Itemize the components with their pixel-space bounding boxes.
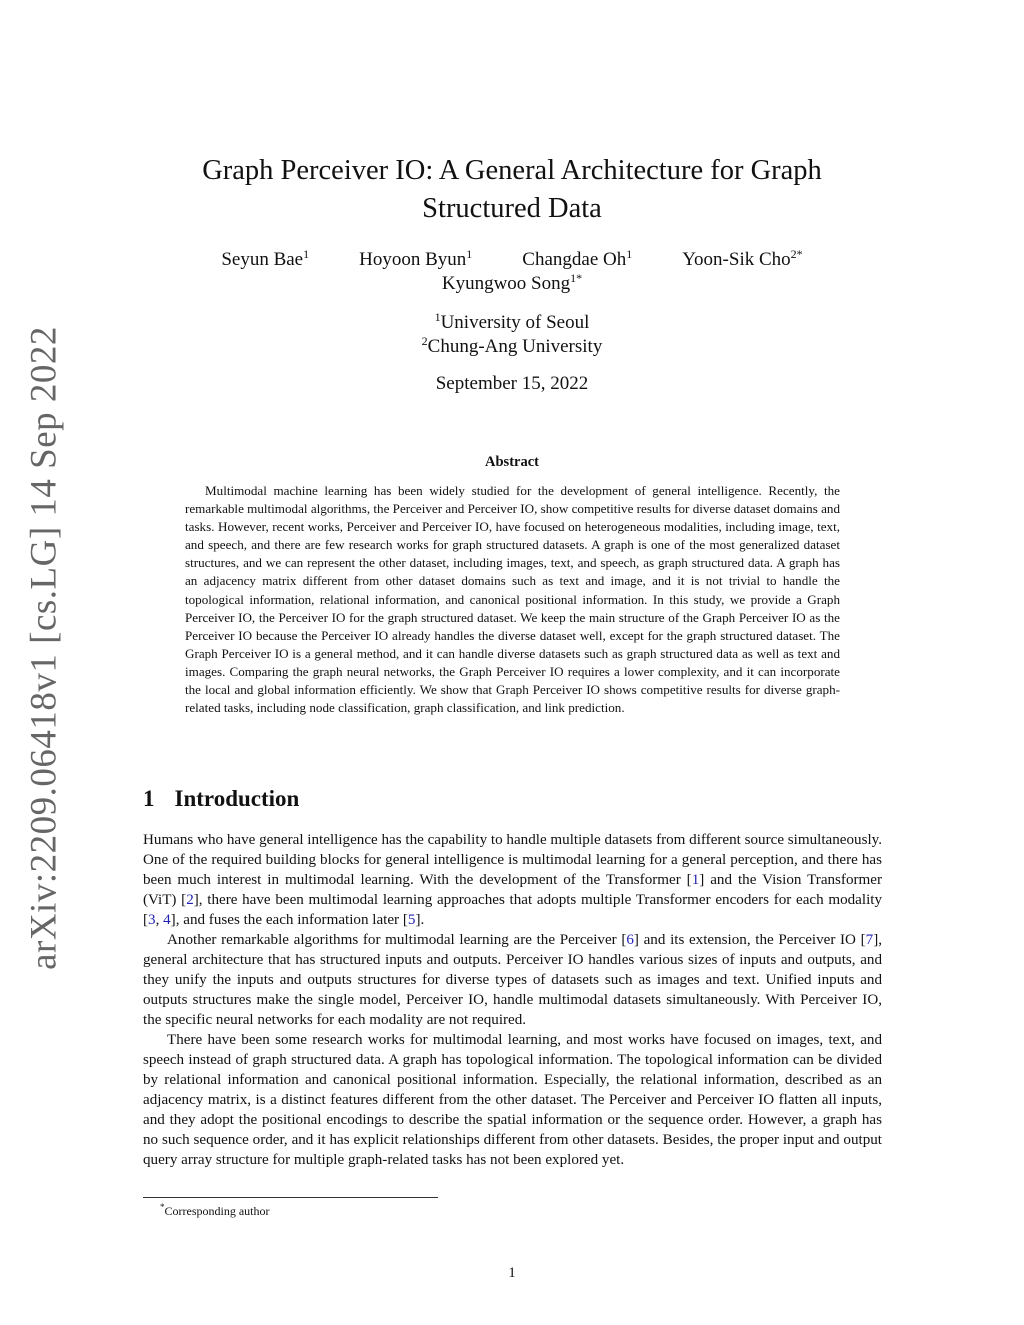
- abstract-text: Multimodal machine learning has been widely studied for the development of general intelligence. Recently, the remarkable multimodal algorithms, the Perceiver and Perceiver IO, show competitive results for diverse dataset domains and tasks. However, recent works, Perceiver and Perceiver IO, have focused on heterogeneous modalities, including image, text, and speech, and there are few research works for graph structured datasets. A graph is one of the most generalized dataset structures, and we can represent the other dataset, including images, text, and speech, as graph structured data. A graph has an adjacency matrix different from other dataset domains such as text and image, and it is not trivial to handle the topological information, relational information, and canonical positional information. In this study, we provide a Graph Perceiver IO, the Perceiver IO for the graph structured dataset. We keep the main structure of the Graph Perceiver IO as the Perceiver IO because the Perceiver IO already handles the diverse dataset well, except for the graph structured dataset. The Graph Perceiver IO is a general method, and it can handle diverse datasets such as graph structured data as well as text and images. Comparing the graph neural networks, the Graph Perceiver IO requires a lower complexity, and it can incorporate the local and global information efficiently. We show that Graph Perceiver IO shows competitive results for diverse graph-related tasks, including node classification, graph classification, and link prediction.: [185, 483, 840, 716]
- citation-link[interactable]: 5: [407, 912, 416, 928]
- footnote: *Corresponding author: [160, 1202, 270, 1218]
- paragraph: There have been some research works for multimodal learning, and most works have focused on images, text, and speech instead of graph structured data. A graph has topological information. The topological information can be divided by relational information and canonical positional information. Especially, the relational information, described as an adjacency matrix, is a distinct features different from the other dataset. The Perceiver and Perceiver IO flatten all inputs, and they adopt the positional encodings to describe the spatial information or the sequence order. However, a graph has no such sequence order, and it has explicit relationships different from other datasets. Besides, the proper input and output query array structure for multiple graph-related tasks has not been explored yet.: [143, 1032, 882, 1168]
- citation-link[interactable]: 7: [865, 932, 874, 948]
- footnote-divider: [143, 1197, 438, 1198]
- paragraph: Another remarkable algorithms for multimodal learning are the Perceiver [6] and its extension, the Perceiver IO [7], general architecture that has structured inputs and outputs. Perceiver IO handles various sizes of inputs and outputs, and they unify the inputs and outputs structures for diverse types of datasets such as images and text. Unified inputs and outputs structures make the single model, Perceiver IO, handle multimodal datasets simultaneously. With Perceiver IO, the specific neural networks for each modality are not required.: [143, 932, 882, 1028]
- author-list-second-line: [150, 272, 874, 296]
- affiliation: $^2$Chung-Ang University: [421, 334, 603, 357]
- introduction-body: [143, 830, 882, 1170]
- citation-link[interactable]: 2: [186, 892, 194, 908]
- title-line-2: Structured Data: [422, 193, 602, 224]
- citation-link[interactable]: 4: [163, 912, 171, 928]
- title-line-1: Graph Perceiver IO: A General Architecture for Graph: [202, 155, 822, 186]
- arxiv-identifier: arXiv:2209.06418v1 [cs.LG] 14 Sep 2022: [23, 326, 65, 970]
- citation-link[interactable]: 1: [691, 872, 700, 888]
- author: Yoon-Sik Cho$^{2*}$: [682, 247, 803, 270]
- paragraph: Humans who have general intelligence has the capability to handle multiple datasets from different source simultaneously. One of the required building blocks for general intelligence is multimodal learning for a general perception, and there has been much interest in multimodal learning. With the development of the Transformer [1] and the Vision Transformer (ViT) [2], there have been multimodal learning approaches that adopts multiple Transformer encoders for each modality [3, 4], and fuses the each information later [5].: [143, 832, 883, 928]
- paper-title: [150, 152, 874, 228]
- citation-link[interactable]: 3: [148, 912, 156, 928]
- author: Kyungwoo Song$^{1*}$: [441, 271, 583, 294]
- section-heading: 1 Introduction: [143, 786, 300, 811]
- citation-link[interactable]: 6: [626, 932, 634, 948]
- page-number: 1: [508, 1265, 516, 1281]
- author-list: [150, 248, 874, 272]
- affiliation: $^1$University of Seoul: [434, 310, 590, 333]
- author: Hoyoon Byun$^1$: [359, 247, 473, 270]
- publication-date: September 15, 2022: [435, 373, 589, 394]
- author: Changdae Oh$^1$: [522, 247, 633, 270]
- author: Seyun Bae$^1$: [221, 247, 310, 270]
- abstract-heading: Abstract: [485, 454, 539, 470]
